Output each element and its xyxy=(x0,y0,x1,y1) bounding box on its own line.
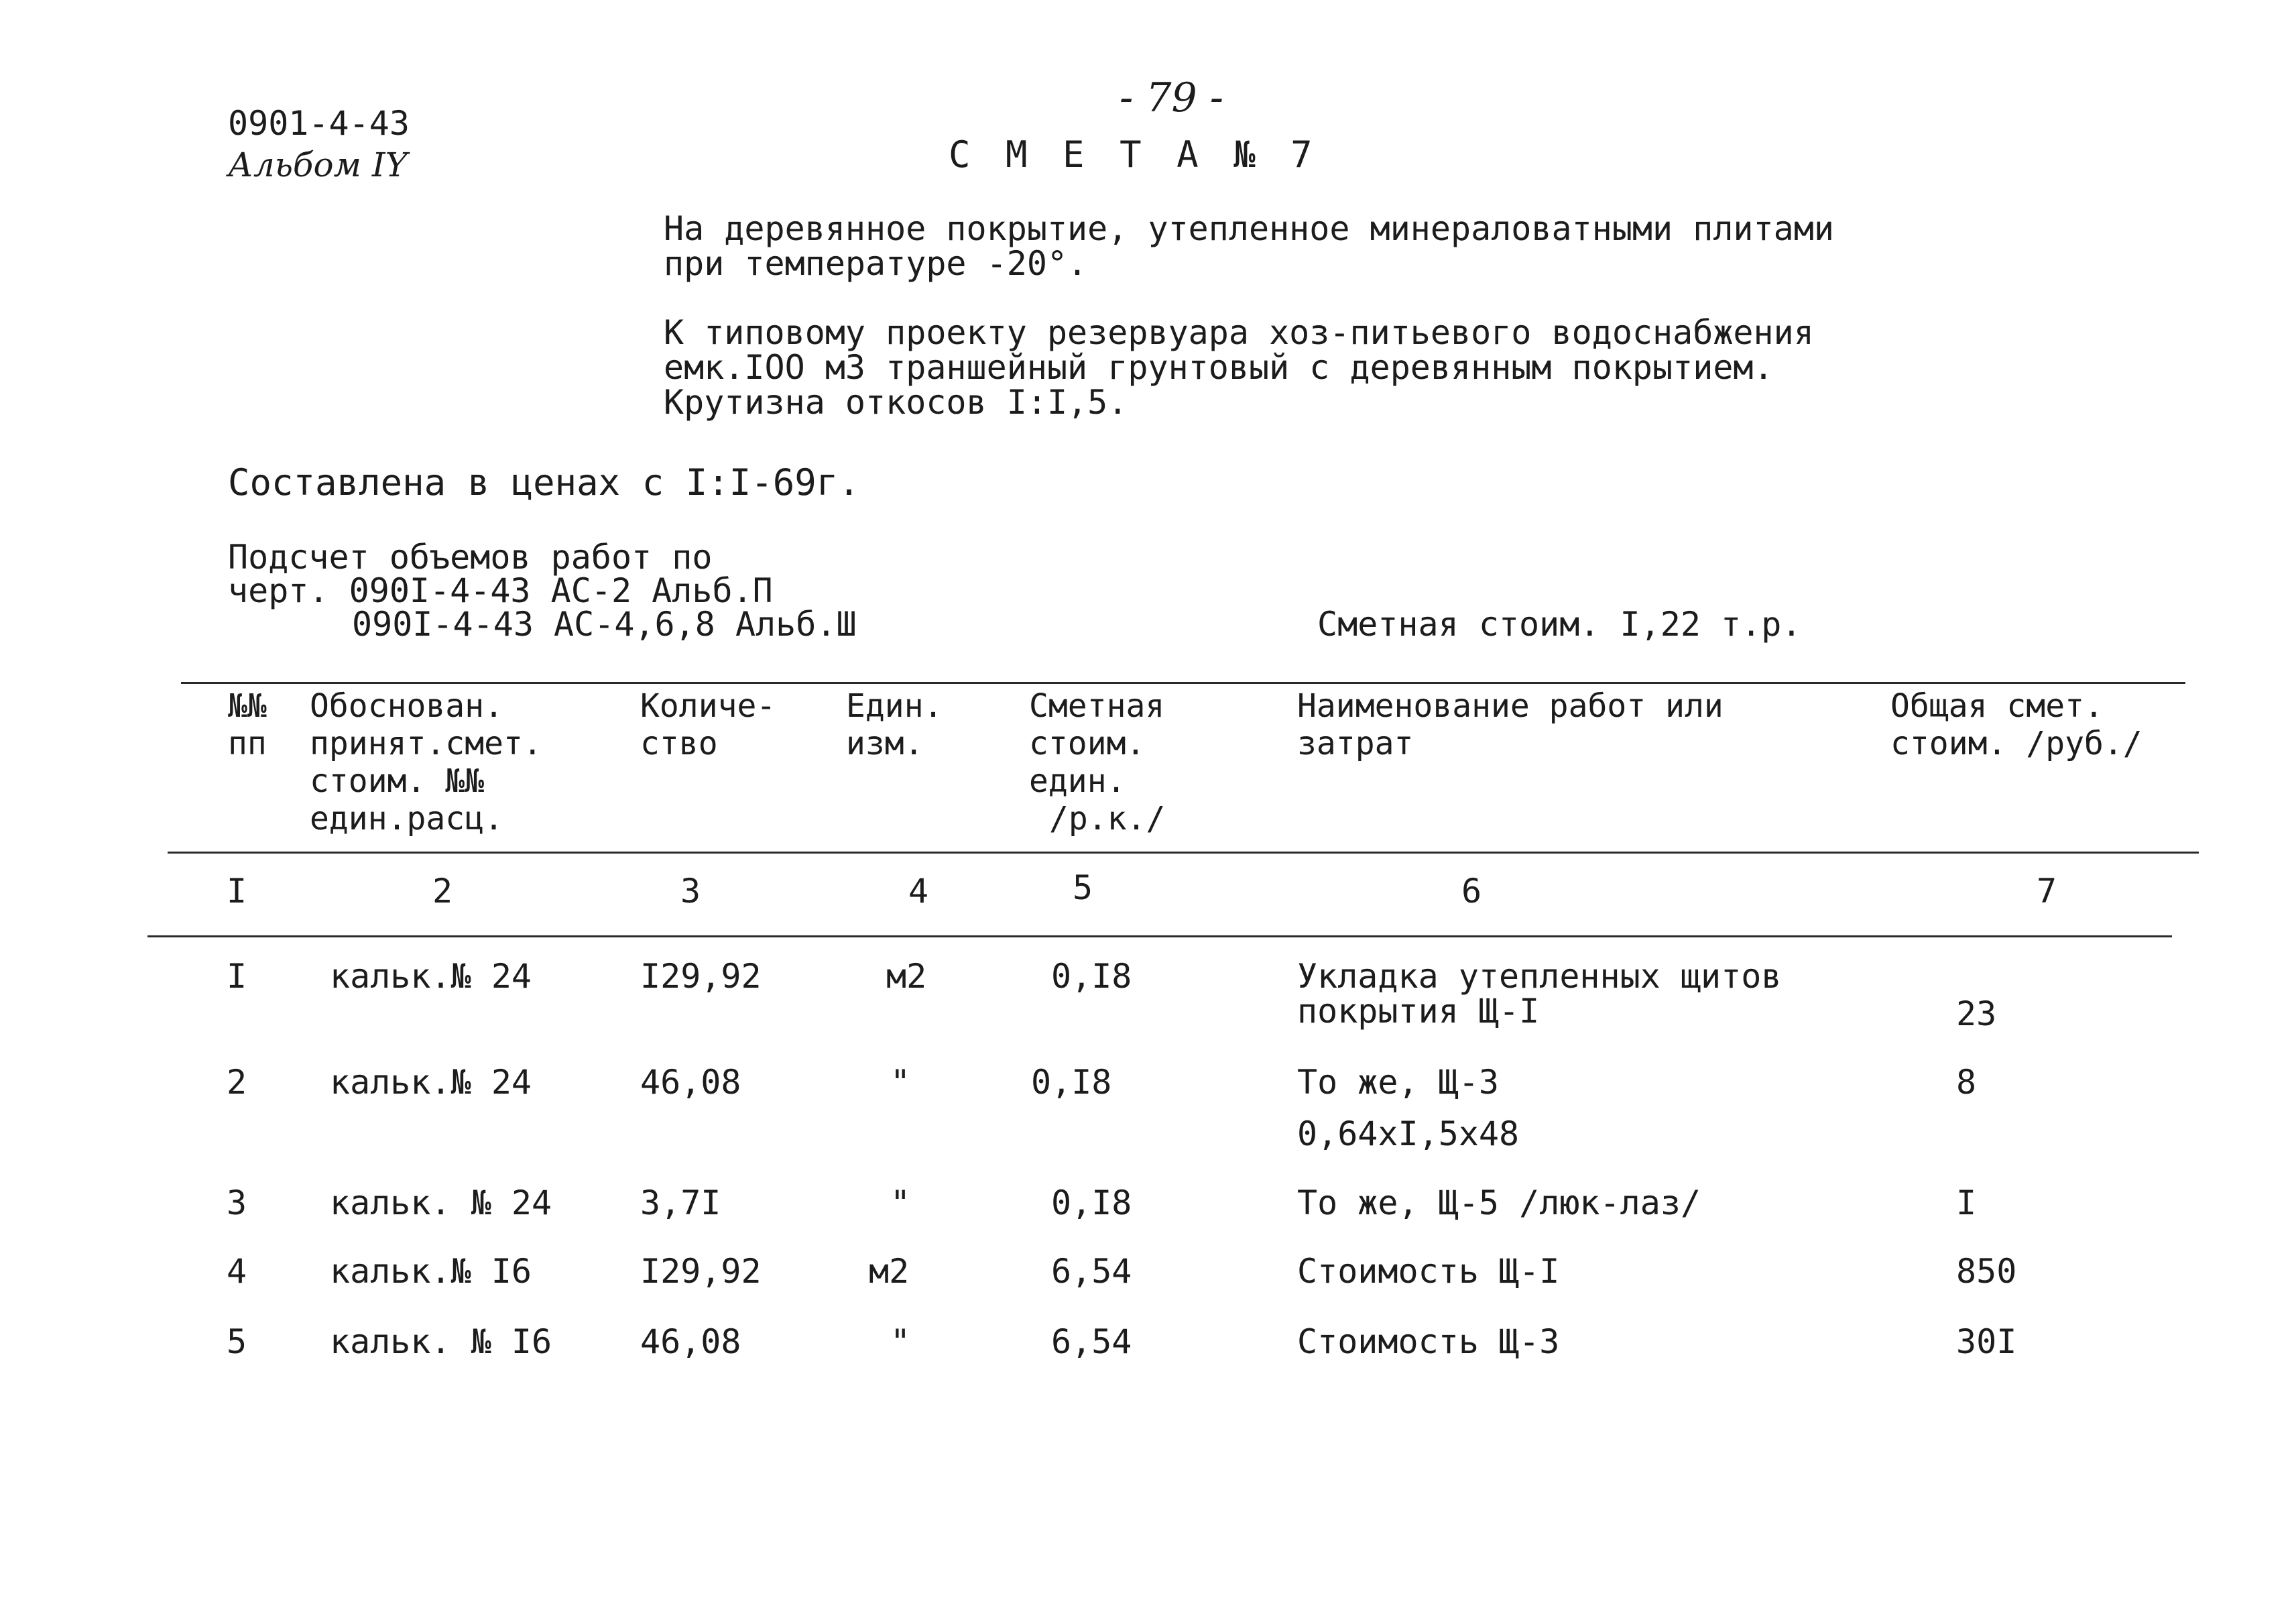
header-col-3: Количе- ство xyxy=(640,687,776,762)
table-row-2-name: То же, Щ-3 xyxy=(1297,1063,1500,1102)
header-col-7: Общая смет. стоим. /руб./ xyxy=(1890,687,2142,762)
header-col-5: Сметная стоим. един. /р.к./ xyxy=(1029,687,1166,837)
table-row-4-qty: I29,92 xyxy=(640,1252,762,1291)
table-row-3-unit: " xyxy=(890,1183,911,1222)
table-row-5-qty: 46,08 xyxy=(640,1322,741,1361)
intro-line-2: при температуре -20°. xyxy=(664,244,1088,283)
column-number: 5 xyxy=(1073,868,1093,907)
column-number: 6 xyxy=(1461,872,1482,911)
column-number: 2 xyxy=(432,872,453,911)
table-row-1-qty: I29,92 xyxy=(640,957,762,996)
intro-line-5: Крутизна откосов I:I,5. xyxy=(664,383,1128,422)
table-row-5-num: 5 xyxy=(227,1322,247,1361)
table-row-5-unit: " xyxy=(890,1322,911,1361)
column-number: 7 xyxy=(2037,872,2057,911)
document-code: 0901-4-43 xyxy=(228,104,410,143)
table-header-rule xyxy=(168,852,2199,854)
table-row-3-price: 0,I8 xyxy=(1051,1183,1132,1222)
header-col-6: Наименование работ или затрат xyxy=(1297,687,1724,762)
table-row-1-num: I xyxy=(227,957,247,996)
header-col-2: Обоснован. принят.смет. стоим. №№ един.расц. xyxy=(310,687,542,837)
table-row-1-ref: кальк.№ 24 xyxy=(330,957,532,996)
table-row-2-ref: кальк.№ 24 xyxy=(330,1063,532,1102)
table-row-3-num: 3 xyxy=(227,1183,247,1222)
column-number: 3 xyxy=(680,872,701,911)
table-row-5-ref: кальк. № I6 xyxy=(330,1322,552,1361)
table-row-2-unit: " xyxy=(890,1063,911,1102)
table-row-1-name-cont: покрытия Щ-I xyxy=(1297,992,1540,1031)
table-row-4-num: 4 xyxy=(227,1252,247,1291)
table-colnum-rule xyxy=(147,935,2172,937)
table-row-2-price: 0,I8 xyxy=(1031,1063,1112,1102)
estimated-cost: Сметная стоим. I,22 т.р. xyxy=(1317,605,1802,644)
table-row-3-ref: кальк. № 24 xyxy=(330,1183,552,1222)
table-row-1-unit: м2 xyxy=(886,957,927,996)
intro-line-4: емк.IOO м3 траншейный грунтовый с деревянным покрытием. xyxy=(664,348,1774,387)
header-col-4: Един. изм. xyxy=(846,687,943,762)
table-row-4-name: Стоимость Щ-I xyxy=(1297,1252,1560,1291)
table-row-3-name: То же, Щ-5 /люк-лаз/ xyxy=(1297,1183,1701,1222)
column-number: I xyxy=(227,872,247,911)
intro-line-1: На деревянное покрытие, утепленное минераловатными плитами xyxy=(664,209,1834,248)
page-number: - 79 - xyxy=(1120,74,1224,121)
table-row-2-qty: 46,08 xyxy=(640,1063,741,1102)
table-row-3-qty: 3,7I xyxy=(640,1183,721,1222)
table-row-2-num: 2 xyxy=(227,1063,247,1102)
table-row-1-name: Укладка утепленных щитов xyxy=(1297,957,1782,996)
intro-line-3: К типовому проекту резервуара хоз-питьевого водоснабжения xyxy=(664,313,1814,352)
table-row-2-total: 8 xyxy=(1956,1063,1977,1102)
volumes-line-3: 090I-4-43 АС-4,6,8 Альб.Ш xyxy=(352,605,857,644)
table-row-3-total: I xyxy=(1956,1183,1977,1222)
table-row-2-name-cont: 0,64хI,5х48 xyxy=(1297,1114,1520,1153)
table-top-rule xyxy=(181,682,2185,684)
price-basis: Составлена в ценах с I:I-69г. xyxy=(228,461,860,504)
album-label: Альбом IY xyxy=(228,146,408,184)
table-row-1-price: 0,I8 xyxy=(1051,957,1132,996)
table-row-5-name: Стоимость Щ-3 xyxy=(1297,1322,1560,1361)
table-row-4-price: 6,54 xyxy=(1051,1252,1132,1291)
table-row-4-ref: кальк.№ I6 xyxy=(330,1252,532,1291)
table-row-4-unit: м2 xyxy=(869,1252,910,1291)
column-number: 4 xyxy=(908,872,929,911)
volumes-line-1: Подсчет объемов работ по xyxy=(228,538,713,577)
table-row-5-total: 30I xyxy=(1956,1322,2017,1361)
table-row-4-total: 850 xyxy=(1956,1252,2017,1291)
header-col-1: №№ пп xyxy=(228,687,267,762)
document-title: С М Е Т А № 7 xyxy=(949,133,1319,176)
table-row-5-price: 6,54 xyxy=(1051,1322,1132,1361)
table-row-1-total: 23 xyxy=(1956,994,1997,1033)
volumes-line-2: черт. 090I-4-43 АС-2 Альб.П xyxy=(228,571,773,610)
